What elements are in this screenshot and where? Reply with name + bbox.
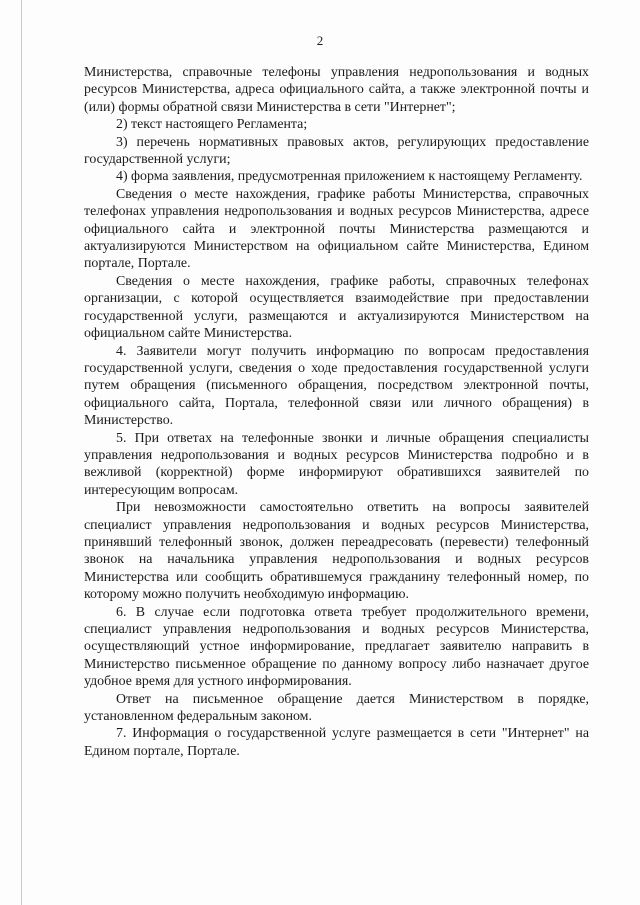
paragraph-item-4: 4) форма заявления, предусмотренная приложением к настоящему Регламенту.	[116, 169, 583, 185]
paragraph-point-6: 6. В случае если подготовка ответа требует продолжительного времени, специалист управления недропользования и водных ресурсов Министерства, осуществляющий устное информирование, предлагает заявителю направить в Министерство письменное обращение по данному вопросу либо назначает другое удобное время для устного информирования.	[84, 604, 589, 690]
paragraph-phone-redirect: При невозможности самостоятельно ответить на вопросы заявителей специалист управления недропользования и водных ресурсов Министерства, принявший телефонный звонок, должен переадресовать (перевести) телефонный звонок на начальника управления недропользования и водных ресурсов Министерства или сообщить обратившемуся гражданину телефонный номер, по которому можно получить необходимую информацию.	[84, 500, 589, 603]
paragraph-ministry-location: Сведения о месте нахождения, графике работы Министерства, справочных телефонах управления недропользования и водных ресурсов Министерства, адресе официального сайта и электронной почты Министерства размещаются и актуализируются Министерством на официальном сайте Министерства, Едином портале, Портале.	[84, 186, 589, 272]
paragraph-organization-location: Сведения о месте нахождения, графике работы, справочных телефонах организации, с которой осуществляется взаимодействие при предоставлении государственной услуги, размещаются и актуализируются Министерством на официальном сайте Министерства.	[84, 273, 589, 342]
page-number: 2	[316, 33, 324, 48]
paragraph-item-2: 2) текст настоящего Регламента;	[116, 117, 308, 133]
paragraph-point-7: 7. Информация о государственной услуге размещается в сети "Интернет" на Едином портале, Портале.	[84, 726, 589, 759]
paragraph-continuation: Министерства, справочные телефоны управления недропользования и водных ресурсов Министерства, адреса официального сайта, а также электронной почты и (или) формы обратной связи Министерства в сети "Интернет";	[84, 65, 589, 115]
paragraph-point-4: 4. Заявители могут получить информацию по вопросам предоставления государственной услуги, сведения о ходе предоставления государственной услуги путем обращения (письменного обращения, посредством электронной почты, официального сайта, Портала, телефонной связи или личного обращения) в Министерство.	[84, 343, 589, 429]
scan-edge-line	[21, 0, 22, 905]
paragraph-written-answer: Ответ на письменное обращение дается Министерством в порядке, установленном федеральным законом.	[84, 691, 589, 725]
document-body	[84, 64, 589, 760]
paragraph-point-5: 5. При ответах на телефонные звонки и личные обращения специалисты управления недропользования и водных ресурсов Министерства подробно и в вежливой (корректной) форме информируют обратившихся заявителей по интересующим вопросам.	[84, 430, 589, 498]
paragraph-item-3: 3) перечень нормативных правовых актов, регулирующих предоставление государственной услуги;	[84, 134, 589, 168]
